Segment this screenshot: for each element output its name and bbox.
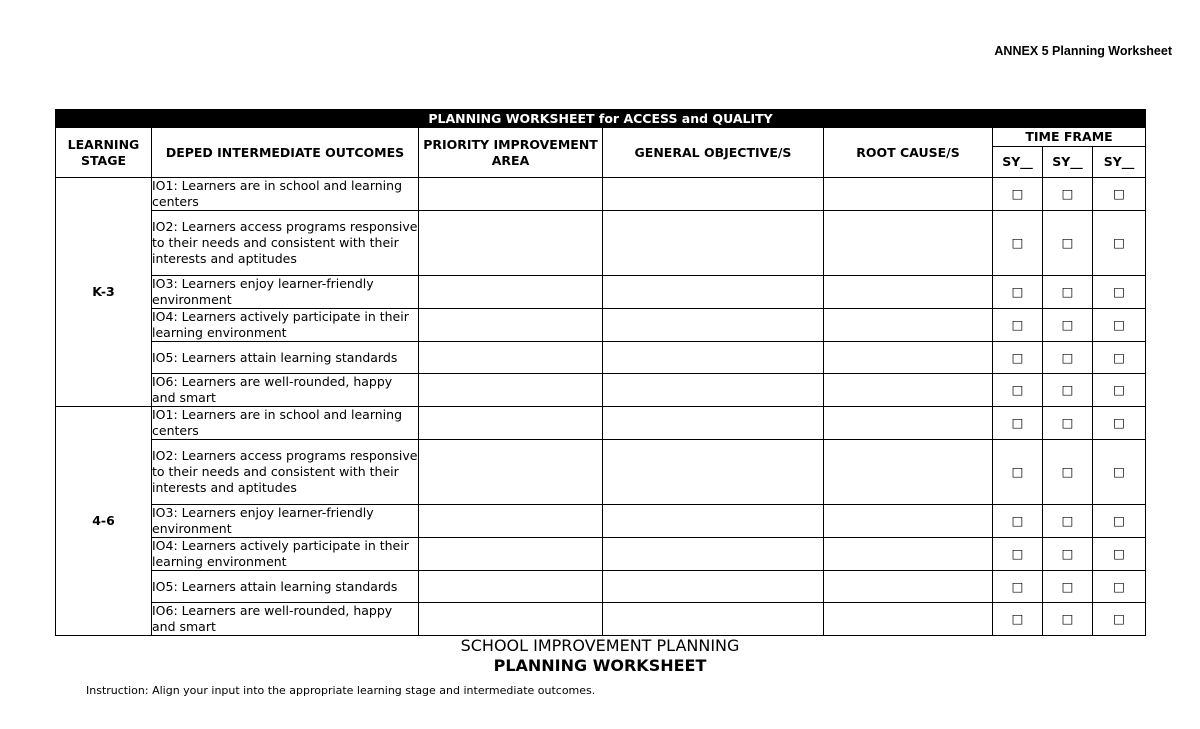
sy-3-checkbox[interactable]: □	[1093, 505, 1146, 538]
root-cause-cell[interactable]	[824, 276, 993, 309]
root-cause-cell[interactable]	[824, 505, 993, 538]
root-cause-cell[interactable]	[824, 538, 993, 571]
caption-planning-worksheet: PLANNING WORKSHEET	[493, 656, 707, 675]
sy-2-checkbox[interactable]: □	[1043, 211, 1093, 276]
instruction-text: Instruction: Align your input into the appropriate learning stage and intermediate outcomes.	[86, 684, 596, 697]
table-row	[56, 374, 1146, 407]
outcome-cell: IO4: Learners actively participate in their learning environment	[152, 538, 419, 571]
sy-2-checkbox[interactable]: □	[1043, 374, 1093, 407]
learning-stage-cell: 4-6	[56, 407, 152, 636]
sy-3-checkbox[interactable]: □	[1093, 276, 1146, 309]
general-objective-cell[interactable]	[603, 571, 824, 603]
outcome-cell: IO1: Learners are in school and learning centers	[152, 178, 419, 211]
sy-1-checkbox[interactable]: □	[993, 374, 1043, 407]
priority-area-cell[interactable]	[419, 374, 603, 407]
worksheet-body	[56, 178, 1146, 636]
general-objective-cell[interactable]	[603, 309, 824, 342]
general-objective-cell[interactable]	[603, 603, 824, 636]
sy-2-checkbox[interactable]: □	[1043, 571, 1093, 603]
header-sy-3: SY__	[1093, 147, 1146, 178]
sy-1-checkbox[interactable]: □	[993, 309, 1043, 342]
priority-area-cell[interactable]	[419, 571, 603, 603]
sy-1-checkbox[interactable]: □	[993, 211, 1043, 276]
general-objective-cell[interactable]	[603, 407, 824, 440]
header-time-frame: TIME FRAME	[993, 128, 1146, 147]
header-sy-2: SY__	[1043, 147, 1093, 178]
sy-1-checkbox[interactable]: □	[993, 603, 1043, 636]
outcome-cell: IO1: Learners are in school and learning centers	[152, 407, 419, 440]
table-row	[56, 538, 1146, 571]
sy-1-checkbox[interactable]: □	[993, 407, 1043, 440]
sy-3-checkbox[interactable]: □	[1093, 342, 1146, 374]
sy-1-checkbox[interactable]: □	[993, 440, 1043, 505]
header-sy-1: SY__	[993, 147, 1043, 178]
sy-2-checkbox[interactable]: □	[1043, 276, 1093, 309]
priority-area-cell[interactable]	[419, 342, 603, 374]
priority-area-cell[interactable]	[419, 178, 603, 211]
table-row	[56, 309, 1146, 342]
general-objective-cell[interactable]	[603, 505, 824, 538]
sy-3-checkbox[interactable]: □	[1093, 178, 1146, 211]
sy-3-checkbox[interactable]: □	[1093, 440, 1146, 505]
general-objective-cell[interactable]	[603, 211, 824, 276]
root-cause-cell[interactable]	[824, 178, 993, 211]
general-objective-cell[interactable]	[603, 374, 824, 407]
table-row	[56, 342, 1146, 374]
outcome-cell: IO5: Learners attain learning standards	[152, 571, 419, 603]
general-objective-cell[interactable]	[603, 440, 824, 505]
sy-3-checkbox[interactable]: □	[1093, 309, 1146, 342]
header-general-objective: GENERAL OBJECTIVE/S	[603, 128, 824, 178]
general-objective-cell[interactable]	[603, 538, 824, 571]
sy-3-checkbox[interactable]: □	[1093, 407, 1146, 440]
outcome-cell: IO6: Learners are well-rounded, happy and smart	[152, 603, 419, 636]
table-row	[56, 407, 1146, 440]
header-learning-stage: LEARNING STAGE	[56, 128, 152, 178]
sy-3-checkbox[interactable]: □	[1093, 211, 1146, 276]
root-cause-cell[interactable]	[824, 374, 993, 407]
table-row	[56, 276, 1146, 309]
outcome-cell: IO3: Learners enjoy learner-friendly environment	[152, 505, 419, 538]
table-row	[56, 603, 1146, 636]
header-root-cause: ROOT CAUSE/S	[824, 128, 993, 178]
priority-area-cell[interactable]	[419, 538, 603, 571]
table-row	[56, 505, 1146, 538]
outcome-cell: IO5: Learners attain learning standards	[152, 342, 419, 374]
sy-3-checkbox[interactable]: □	[1093, 374, 1146, 407]
table-row	[56, 440, 1146, 505]
general-objective-cell[interactable]	[603, 342, 824, 374]
root-cause-cell[interactable]	[824, 440, 993, 505]
outcome-cell: IO3: Learners enjoy learner-friendly environment	[152, 276, 419, 309]
sy-2-checkbox[interactable]: □	[1043, 178, 1093, 211]
sy-1-checkbox[interactable]: □	[993, 178, 1043, 211]
root-cause-cell[interactable]	[824, 571, 993, 603]
learning-stage-cell: K-3	[56, 178, 152, 407]
priority-area-cell[interactable]	[419, 603, 603, 636]
root-cause-cell[interactable]	[824, 342, 993, 374]
priority-area-cell[interactable]	[419, 309, 603, 342]
sy-1-checkbox[interactable]: □	[993, 538, 1043, 571]
sy-3-checkbox[interactable]: □	[1093, 538, 1146, 571]
sy-1-checkbox[interactable]: □	[993, 276, 1043, 309]
sy-2-checkbox[interactable]: □	[1043, 603, 1093, 636]
general-objective-cell[interactable]	[603, 178, 824, 211]
header-outcomes: DEPED INTERMEDIATE OUTCOMES	[152, 128, 419, 178]
root-cause-cell[interactable]	[824, 407, 993, 440]
planning-worksheet-table	[55, 109, 1146, 636]
worksheet-title: PLANNING WORKSHEET for ACCESS and QUALITY	[56, 110, 1146, 128]
outcome-cell: IO6: Learners are well-rounded, happy and smart	[152, 374, 419, 407]
priority-area-cell[interactable]	[419, 407, 603, 440]
sy-2-checkbox[interactable]: □	[1043, 440, 1093, 505]
sy-1-checkbox[interactable]: □	[993, 342, 1043, 374]
priority-area-cell[interactable]	[419, 276, 603, 309]
priority-area-cell[interactable]	[419, 440, 603, 505]
outcome-cell: IO4: Learners actively participate in their learning environment	[152, 309, 419, 342]
sy-2-checkbox[interactable]: □	[1043, 538, 1093, 571]
sy-2-checkbox[interactable]: □	[1043, 505, 1093, 538]
sy-1-checkbox[interactable]: □	[993, 505, 1043, 538]
table-row	[56, 178, 1146, 211]
general-objective-cell[interactable]	[603, 276, 824, 309]
root-cause-cell[interactable]	[824, 309, 993, 342]
header-priority-area: PRIORITY IMPROVEMENT AREA	[419, 128, 603, 178]
sy-3-checkbox[interactable]: □	[1093, 603, 1146, 636]
priority-area-cell[interactable]	[419, 505, 603, 538]
caption-school-improvement-planning: SCHOOL IMPROVEMENT PLANNING	[460, 636, 740, 655]
sy-2-checkbox[interactable]: □	[1043, 309, 1093, 342]
outcome-cell: IO2: Learners access programs responsive to their needs and consistent with their interests and aptitudes	[152, 211, 419, 276]
outcome-cell: IO2: Learners access programs responsive to their needs and consistent with their interests and aptitudes	[152, 440, 419, 505]
table-row	[56, 211, 1146, 276]
root-cause-cell[interactable]	[824, 211, 993, 276]
table-row	[56, 571, 1146, 603]
annex-label: ANNEX 5 Planning Worksheet	[994, 44, 1172, 58]
sy-1-checkbox[interactable]: □	[993, 571, 1043, 603]
sy-2-checkbox[interactable]: □	[1043, 342, 1093, 374]
sy-3-checkbox[interactable]: □	[1093, 571, 1146, 603]
sy-2-checkbox[interactable]: □	[1043, 407, 1093, 440]
priority-area-cell[interactable]	[419, 211, 603, 276]
root-cause-cell[interactable]	[824, 603, 993, 636]
